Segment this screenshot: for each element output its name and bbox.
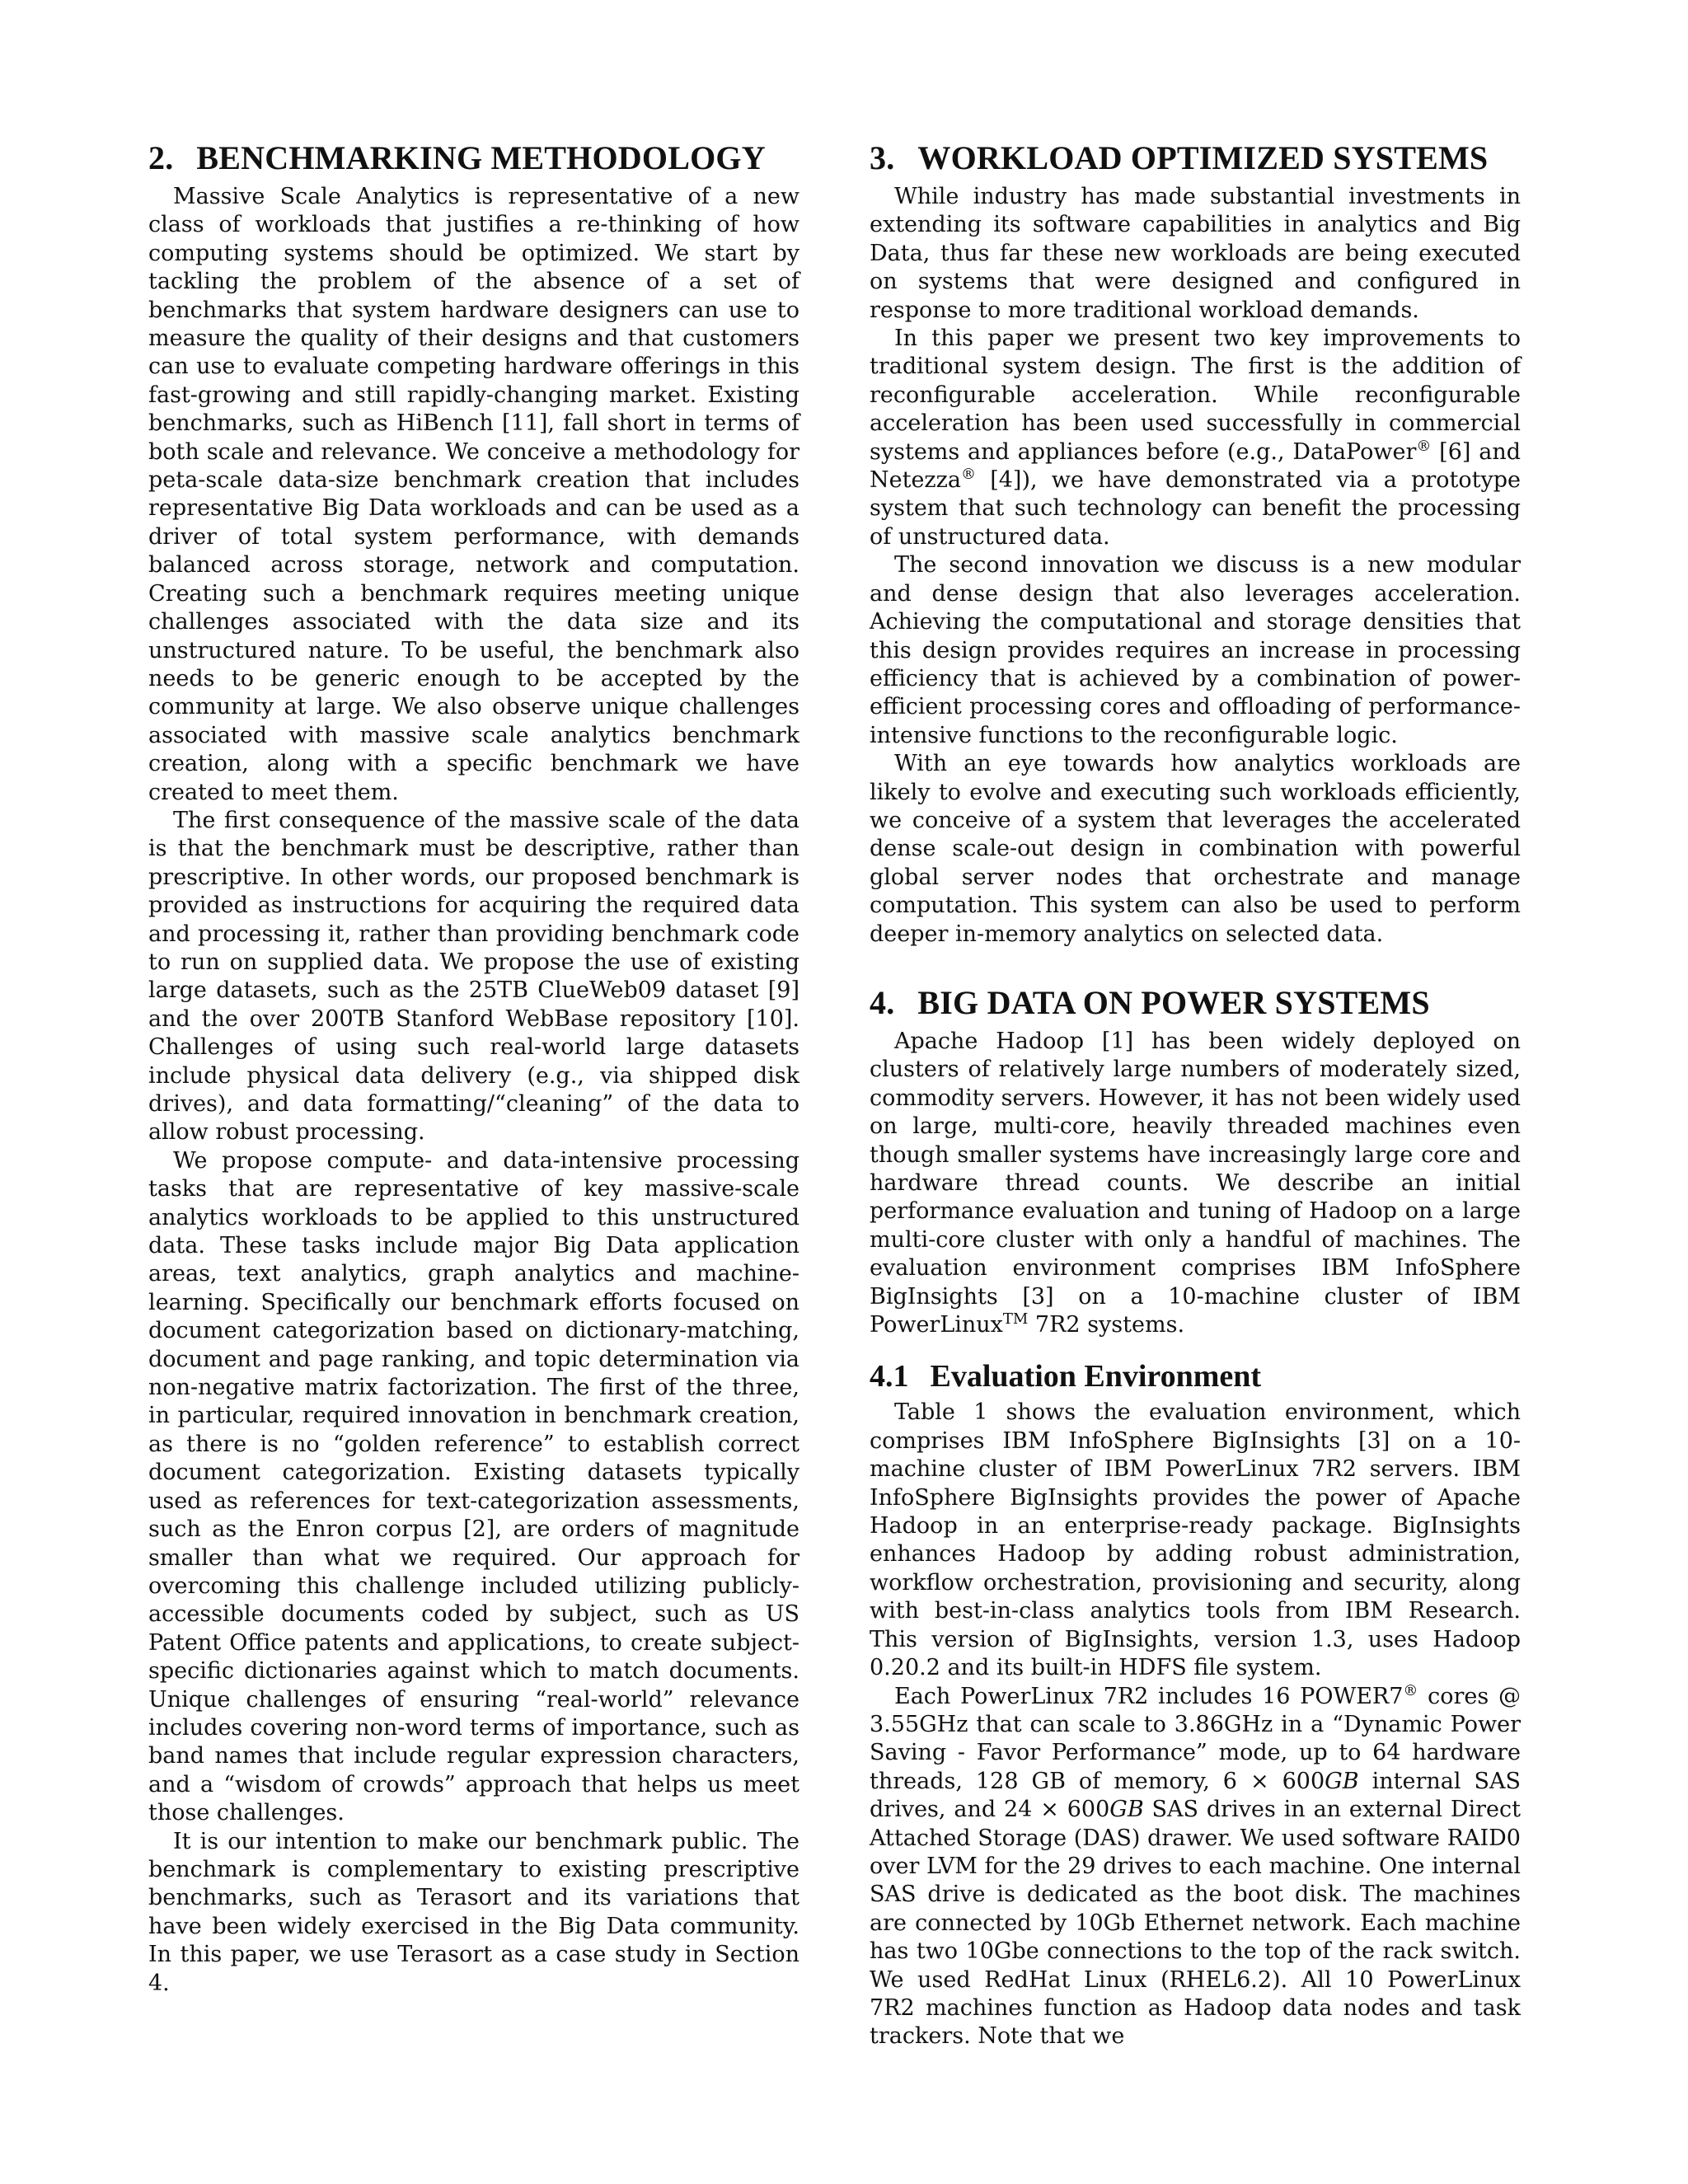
section-3-paragraph-3: The second innovation we discuss is a new modular and dense design that also leverages acceleration. Achieving the computational and storage densities that this design provides requires an increase in processing efficiency that is achieved by a combination of power-efficient processing cores and offloading of performance-intensive functions to the reconfigurable logic. [870,552,1521,748]
section-2-paragraph-2: The first consequence of the massive scale of the data is that the benchmark must be descriptive, rather than prescriptive. In other words, our proposed benchmark is provided as instructions for acquiring the required data and processing it, rather than providing benchmark code to run on supplied data. We propose the use of existing large datasets, such as the 25TB ClueWeb09 dataset [9] and the over 200TB Stanford WebBase repository [10]. Challenges of using such real-world large datasets include physical data delivery (e.g., via shipped disk drives), and data formatting/“cleaning” of the data to allow robust processing. [148,807,799,1146]
unit-gb: GB [1325,1768,1359,1794]
section-2-number: 2. [148,139,174,176]
subsection-4-1-heading [870,1359,1521,1394]
section-4-paragraph-1-part-b: 7R2 systems. [1028,1312,1185,1338]
section-3-paragraph-2 [870,325,1521,551]
section-4-title: BIG DATA ON POWER SYSTEMS [917,983,1430,1021]
section-2-heading [148,140,799,176]
unit-gb: GB [1109,1797,1144,1823]
right-column [870,140,1521,2051]
section-4-paragraph-1-part-a: Apache Hadoop [1] has been widely deployed on clusters of relatively large numbers of moderately sized, commodity servers. However, it has not been widely used on large, multi-core, heavily threaded machines even though smaller systems have increasingly large core and hardware thread counts. We describe an initial performance evaluation and tuning of Hadoop on a large multi-core cluster with only a handful of machines. The evaluation environment comprises IBM InfoSphere BigInsights [3] on a 10-machine cluster of IBM PowerLinux [870,1028,1521,1338]
section-2-paragraph-3: We propose compute- and data-intensive processing tasks that are representative of key massive-scale analytics workloads to be applied to this unstructured data. These tasks include major Big Data application areas, text analytics, graph analytics and machine-learning. Specifically our benchmark efforts focused on document categorization based on dictionary-matching, document and page ranking, and topic determination via non-negative matrix factorization. The first of the three, in particular, required innovation in benchmark creation, as there is no “golden reference” to establish correct document categorization. Existing datasets typically used as references for text-categorization assessments, such as the Enron corpus [2], are orders of magnitude smaller than what we required. Our approach for overcoming this challenge included utilizing publicly-accessible documents coded by subject, such as US Patent Office patents and applications, to create subject-specific dictionaries against which to match documents. Unique challenges of ensuring “real-world” relevance includes covering non-word terms of importance, such as band names that include regular expression characters, and a “wisdom of crowds” approach that helps us meet those challenges. [148,1147,799,1826]
section-3-paragraph-2-part-c: [4]), we have demonstrated via a prototype system that such technology can benefit the processing of unstructured data. [870,467,1521,550]
section-3-paragraph-2-part-b: [6] and Netezza [870,438,1521,494]
subsection-4-1-paragraph-2-part-a: Each PowerLinux 7R2 includes 16 POWER7 [894,1683,1404,1709]
section-3-number: 3. [870,139,895,176]
section-3-title: WORKLOAD OPTIMIZED SYSTEMS [917,139,1489,176]
section-4-paragraph-1 [870,1028,1521,1339]
subsection-4-1-paragraph-2-part-c: internal SAS drives, and 24 × 600 [870,1768,1521,1823]
section-3-paragraph-4: With an eye towards how analytics workloads are likely to evolve and executing such workloads efficiently, we conceive of a system that leverages the accelerated dense scale-out design in combination with powerful global server nodes that orchestrate and manage computation. This system can also be used to perform deeper in-memory analytics on selected data. [870,751,1521,947]
subsection-4-1-number: 4.1 [870,1359,909,1394]
section-spacer [870,949,1521,985]
section-4-number: 4. [870,983,895,1021]
subsection-4-1-title: Evaluation Environment [930,1359,1262,1394]
section-2-paragraph-1: Massive Scale Analytics is representative of a new class of workloads that justifies a re-thinking of how computing systems should be optimized. We start by tackling the problem of the absence of a set of benchmarks that system hardware designers can use to measure the quality of their designs and that customers can use to evaluate competing hardware offerings in this fast-growing and still rapidly-changing market. Existing benchmarks, such as HiBench [11], fall short in terms of both scale and relevance. We conceive a methodology for peta-scale data-size benchmark creation that includes representative Big Data workloads and can be used as a driver of total system performance, with demands balanced across storage, network and computation. Creating such a benchmark requires meeting unique challenges associated with the data size and its unstructured nature. To be useful, the benchmark also needs to be generic enough to be accepted by the community at large. We also observe unique challenges associated with massive scale analytics benchmark creation, along with a specific benchmark we have created to meet them. [148,184,799,805]
section-3-heading [870,140,1521,176]
section-2-paragraph-4: It is our intention to make our benchmark public. The benchmark is complementary to existing prescriptive benchmarks, such as Terasort and its variations that have been widely exercised in the Big Data community. In this paper, we use Terasort as a case study in Section 4. [148,1828,799,1996]
trademark-mark: TM [1002,1310,1029,1329]
subsection-4-1-paragraph-2-part-b: cores @ 3.55GHz that can scale to 3.86GHz in a “Dynamic Power Saving - Favor Performance” mode, up to 64 hardware threads, 128 GB of memory, 6 × 600 [870,1683,1521,1794]
registered-mark: ® [960,466,976,484]
registered-mark: ® [1403,1681,1418,1699]
section-4-heading [870,985,1521,1021]
section-3-paragraph-2-part-a: In this paper we present two key improvements to traditional system design. The first is the addition of reconfigurable acceleration. While reconfigurable acceleration has been used successfully in commercial systems and appliances before (e.g., DataPower [870,326,1521,465]
subsection-4-1-paragraph-2-part-d: SAS drives in an external Direct Attached Storage (DAS) drawer. We used software RAID0 over LVM for the 29 drives to each machine. One internal SAS drive is dedicated as the boot disk. The machines are connected by 10Gb Ethernet network. Each machine has two 10Gbe connections to the top of the rack switch. We used RedHat Linux (RHEL6.2). All 10 PowerLinux 7R2 machines function as Hadoop data nodes and task trackers. Note that we [870,1797,1521,2050]
section-2-title: BENCHMARKING METHODOLOGY [196,139,766,176]
registered-mark: ® [1416,437,1432,455]
subsection-4-1-paragraph-2 [870,1683,1521,2051]
section-3-paragraph-1: While industry has made substantial investments in extending its software capabilities in analytics and Big Data, thus far these new workloads are being executed on systems that were designed and configured in response to more traditional workload demands. [870,184,1521,323]
subsection-4-1-paragraph-1: Table 1 shows the evaluation environment, which comprises IBM InfoSphere BigInsights [3] on a 10-machine cluster of IBM PowerLinux 7R2 servers. IBM InfoSphere BigInsights provides the power of Apache Hadoop in an enterprise-ready package. BigInsights enhances Hadoop by adding robust administration, workflow orchestration, provisioning and security, along with best-in-class analytics tools from IBM Research. This version of BigInsights, version 1.3, uses Hadoop 0.20.2 and its built-in HDFS file system. [870,1399,1521,1681]
left-column [148,140,799,1998]
